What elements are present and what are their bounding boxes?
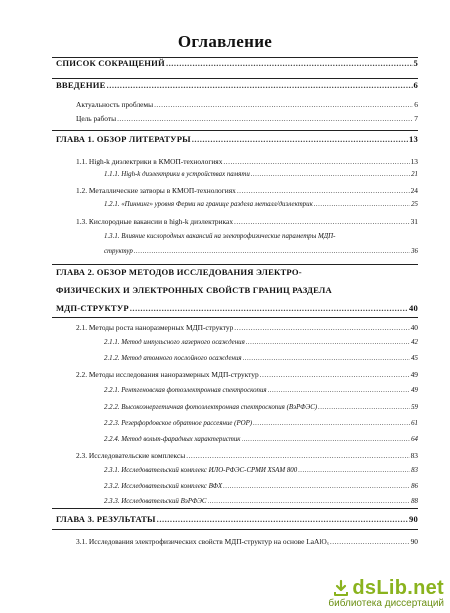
dot-leader	[246, 339, 410, 346]
toc-entry-2-3-1[interactable]	[104, 467, 418, 474]
dot-leader	[223, 157, 409, 166]
toc-entry-relevance[interactable]	[76, 100, 418, 109]
toc-entry-1-1-1[interactable]	[104, 171, 418, 178]
toc-entry-page: 45	[411, 355, 418, 362]
toc-entry-2-1[interactable]	[76, 323, 418, 332]
toc-entry-label: 2.3.3. Исследовательский ВэРФЭС	[104, 498, 207, 505]
toc-entry-label: ГЛАВА 3. РЕЗУЛЬТАТЫ	[56, 514, 156, 524]
toc-entry-2-1-2[interactable]	[104, 355, 418, 362]
dot-leader	[208, 498, 411, 505]
dot-leader	[298, 467, 410, 474]
watermark-brand	[328, 577, 444, 600]
dot-leader	[234, 217, 410, 226]
section-divider	[52, 130, 418, 131]
toc-entry-aim[interactable]	[76, 114, 418, 123]
toc-entry-page: 6	[413, 80, 418, 90]
toc-entry-page: 25	[411, 201, 418, 208]
toc-entry-label: ГЛАВА 1. ОБЗОР ЛИТЕРАТУРЫ	[56, 134, 191, 144]
toc-entry-2-1-1[interactable]	[104, 339, 418, 346]
toc-entry-introduction[interactable]	[56, 80, 418, 90]
section-divider	[52, 317, 418, 318]
dot-leader	[253, 420, 410, 427]
toc-entry-2-2-3[interactable]	[104, 420, 418, 427]
toc-entry-1-2-1[interactable]	[104, 201, 418, 208]
dot-leader	[117, 114, 413, 123]
section-divider	[52, 529, 418, 530]
toc-entry-page: 88	[411, 498, 418, 505]
section-divider	[52, 78, 418, 79]
toc-entry-label: Цель работы	[76, 114, 117, 123]
toc-entry-label: 2.2.3. Резерфордовское обратное рассеяние (РОР)	[104, 420, 253, 427]
toc-entry-page: 49	[411, 387, 418, 394]
toc-entry-label: 2.1. Методы роста наноразмерных МДП-структур	[76, 323, 234, 332]
toc-entry-page: 61	[411, 420, 418, 427]
dot-leader	[237, 186, 410, 195]
toc-entry-label: ВВЕДЕНИЕ	[56, 80, 106, 90]
toc-entry-label: 2.2.4. Метод вольт-фарадных характеристик	[104, 436, 241, 443]
watermark-subtitle: библиотека диссертаций	[328, 598, 444, 609]
toc-entry-2-2-4[interactable]	[104, 436, 418, 443]
toc-entry-page: 86	[411, 483, 418, 490]
site-watermark[interactable]	[328, 577, 444, 609]
toc-entry-abbreviations[interactable]	[56, 58, 418, 68]
toc-entry-page: 13	[410, 157, 418, 166]
toc-entry-page: 83	[411, 467, 418, 474]
toc-entry-page: 90	[409, 514, 418, 524]
toc-entry-chapter-2-line1: ГЛАВА 2. ОБЗОР МЕТОДОВ ИССЛЕДОВАНИЯ ЭЛЕКТРО-	[56, 267, 302, 277]
toc-entry-2-3-3[interactable]	[104, 498, 418, 505]
dot-leader	[134, 248, 410, 255]
toc-entry-page: 64	[411, 436, 418, 443]
toc-entry-chapter-2-line2: ФИЗИЧЕСКИХ И ЭЛЕКТРОННЫХ СВОЙСТВ ГРАНИЦ РАЗДЕЛА	[56, 285, 332, 295]
toc-entry-1-2[interactable]	[76, 186, 418, 195]
toc-entry-label: 2.2.2. Высокоэнергетичная фотоэлектронная спектроскопия (ВэРФЭС)	[104, 404, 318, 411]
toc-entry-page: 49	[410, 370, 418, 379]
toc-entry-label: 2.1.2. Метод атомного послойного осаждения	[104, 355, 242, 362]
toc-entry-2-2-2[interactable]	[104, 404, 418, 411]
toc-entry-page: 13	[409, 134, 418, 144]
toc-entry-label: Актуальность проблемы	[76, 100, 154, 109]
dot-leader	[166, 58, 413, 68]
dot-leader	[223, 483, 410, 490]
toc-entry-page: 42	[411, 339, 418, 346]
dot-leader	[157, 514, 408, 524]
toc-entry-2-2-1[interactable]	[104, 387, 418, 394]
toc-entry-label: МДП-СТРУКТУР	[56, 303, 129, 313]
toc-entry-1-1[interactable]	[76, 157, 418, 166]
toc-entry-3-1[interactable]	[76, 537, 418, 546]
toc-entry-page: 59	[411, 404, 418, 411]
toc-entry-page: 6	[414, 100, 418, 109]
dot-leader	[268, 387, 410, 394]
toc-entry-page: 40	[409, 303, 418, 313]
toc-entry-page: 40	[410, 323, 418, 332]
toc-entry-label: 2.2. Методы исследования наноразмерных МДП-структур	[76, 370, 259, 379]
toc-entry-label: 3.1. Исследования электрофизических свойств МДП-структур на основе LaAlOₓ	[76, 537, 329, 546]
toc-entry-chapter-2[interactable]	[56, 303, 418, 313]
toc-entry-label: СПИСОК СОКРАЩЕНИЙ	[56, 58, 165, 68]
toc-entry-label: 1.2.1. «Пиннинг» уровня Ферми на границе раздела металл/диэлектрик	[104, 201, 313, 208]
toc-entry-page: 7	[414, 114, 418, 123]
toc-entry-label: 1.2. Металлические затворы в КМОП-технологиях	[76, 186, 236, 195]
toc-entry-label: 2.3. Исследовательские комплексы	[76, 451, 186, 460]
toc-entry-2-2[interactable]	[76, 370, 418, 379]
dot-leader	[318, 404, 410, 411]
toc-entry-2-3-2[interactable]	[104, 483, 418, 490]
toc-entry-2-3[interactable]	[76, 451, 418, 460]
dot-leader	[130, 303, 408, 313]
dot-leader	[260, 370, 410, 379]
toc-title: Оглавление	[177, 32, 273, 51]
toc-entry-chapter-1[interactable]	[56, 134, 418, 144]
toc-entry-label: 2.1.1. Метод импульсного лазерного осаждения	[104, 339, 245, 346]
toc-entry-label: структур	[104, 248, 133, 255]
watermark-brand-text: dsLib.net	[352, 577, 444, 599]
toc-entry-page: 21	[411, 171, 418, 178]
dot-leader	[242, 436, 411, 443]
dot-leader	[251, 171, 410, 178]
section-divider	[52, 508, 418, 509]
toc-entry-label: 2.3.2. Исследовательский комплекс ВФХ	[104, 483, 223, 490]
dot-leader	[330, 537, 410, 546]
toc-entry-page: 24	[410, 186, 418, 195]
dot-leader	[107, 80, 413, 90]
toc-entry-label: 2.3.1. Исследовательский комплекс ИЛО-РФЭС-СРМИ XSAM 800	[104, 467, 298, 474]
toc-entry-label: 2.2.1. Рентгеновская фотоэлектронная спектроскопия	[104, 387, 267, 394]
toc-entry-page: 83	[410, 451, 418, 460]
toc-entry-1-3-1-line1: 1.3.1. Влияние кислородных вакансий на электрофизические параметры МДП-	[104, 233, 336, 240]
dot-leader	[243, 355, 410, 362]
toc-entry-1-3[interactable]	[76, 217, 418, 226]
section-divider	[52, 264, 418, 265]
toc-entry-chapter-3[interactable]	[56, 514, 418, 524]
dot-leader	[234, 323, 409, 332]
toc-entry-page: 90	[410, 537, 418, 546]
toc-entry-1-3-1[interactable]	[104, 248, 418, 255]
toc-entry-label: 1.3. Кислородные вакансии в high-k диэлектриках	[76, 217, 234, 226]
toc-entry-page: 31	[410, 217, 418, 226]
toc-entry-label: 1.1. High-k диэлектрики в КМОП-технологиях	[76, 157, 223, 166]
dot-leader	[192, 134, 408, 144]
toc-entry-page: 5	[413, 58, 418, 68]
dot-leader	[154, 100, 413, 109]
toc-entry-page: 36	[411, 248, 418, 255]
toc-entry-label: 1.1.1. High-k диэлектрики в устройствах памяти	[104, 171, 250, 178]
download-icon	[332, 579, 350, 597]
dot-leader	[186, 451, 409, 460]
dot-leader	[314, 201, 410, 208]
